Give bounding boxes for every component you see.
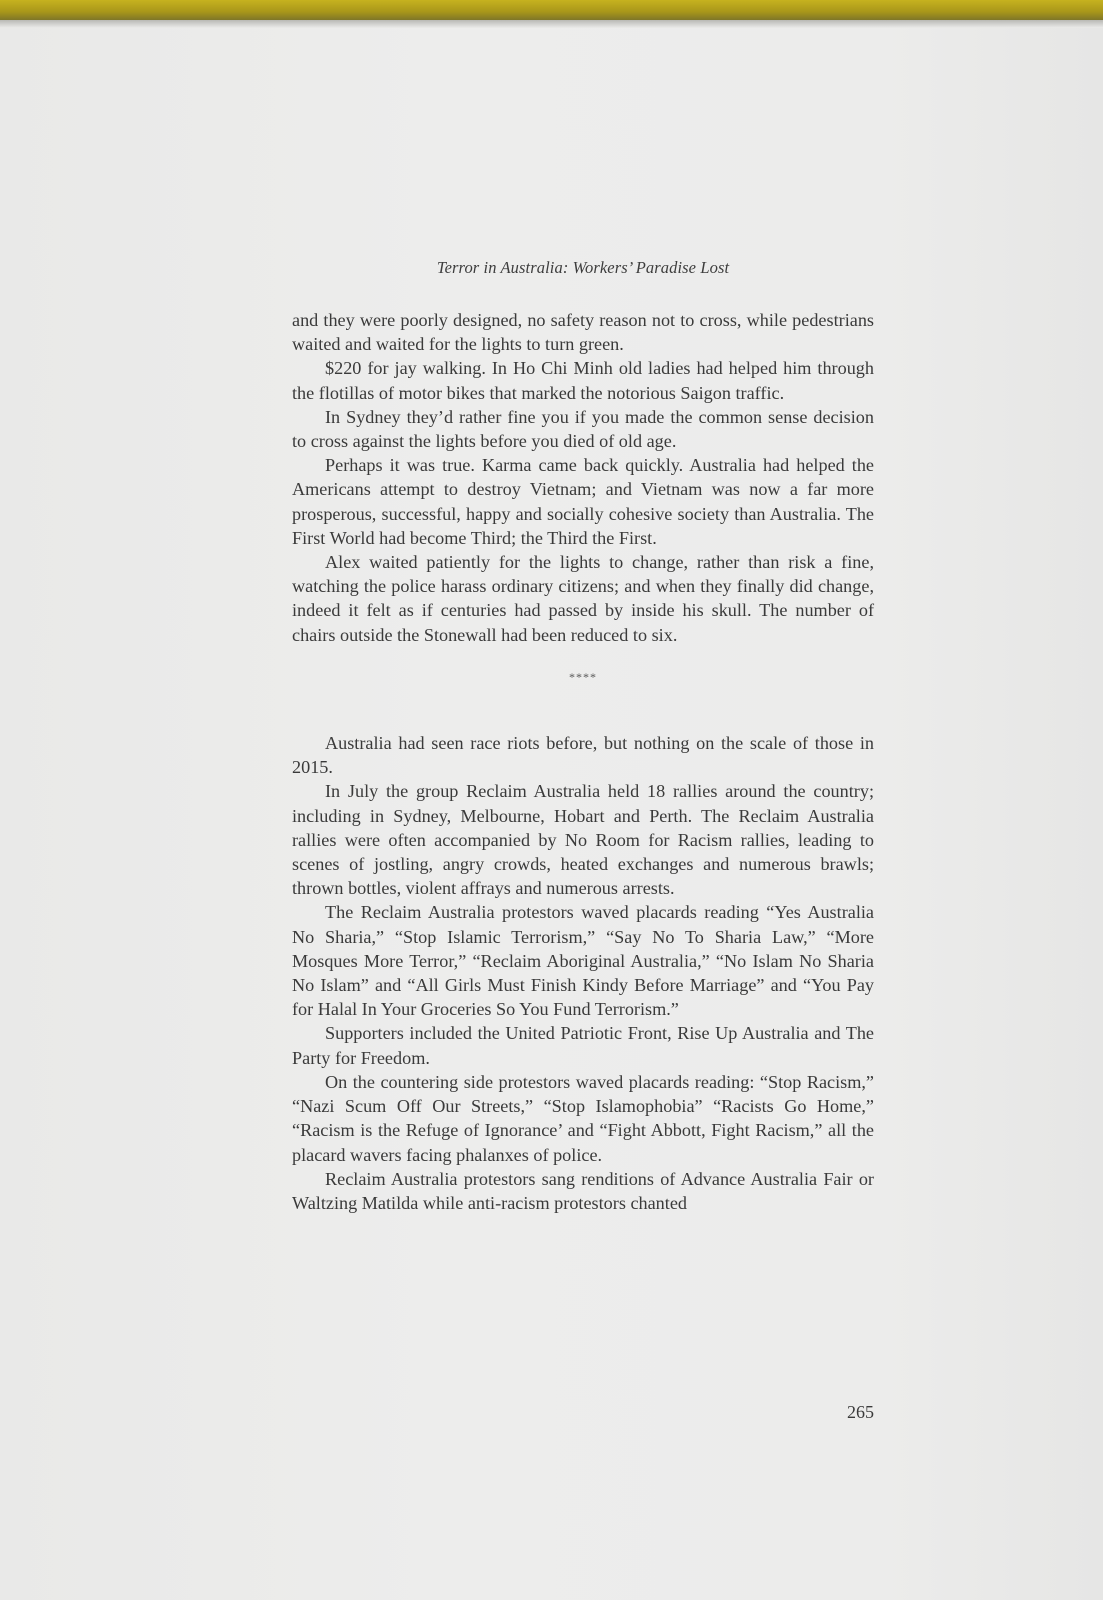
section-break: **** (569, 669, 597, 684)
page-number: 265 (847, 1402, 874, 1422)
paragraph: The Reclaim Australia protestors waved placards reading “Yes Australia No Sharia,” “Stop Islamic Terrorism,” “Say No To Sharia Law,” “More Mosques More Terror,” “Reclaim Aboriginal Australia,” “No Islam No Sharia No Islam” and “All Girls Must Finish Kindy Before Marriage” and “You Pay for Halal In Your Groceries So You Fund Terrorism.” (292, 902, 874, 1020)
paragraph: In July the group Reclaim Australia held 18 rallies around the country; including in Sydney, Melbourne, Hobart and Perth. The Reclaim Australia rallies were often accompanied by No Room for Racism rallies, leading to scenes of jostling, angry crowds, heated exchanges and numerous brawls; thrown bottles, violent affrays and numerous arrests. (292, 781, 874, 899)
body-text (292, 308, 874, 1215)
paragraph: and they were poorly designed, no safety reason not to cross, while pedestrians waited and waited for the lights to turn green. (292, 310, 874, 355)
paragraph: $220 for jay walking. In Ho Chi Minh old ladies had helped him through the flotillas of motor bikes that marked the notorious Saigon traffic. (292, 358, 874, 403)
paragraph: Australia had seen race riots before, but nothing on the scale of those in 2015. (292, 733, 874, 778)
scanner-edge-band (0, 0, 1103, 20)
paragraph: Reclaim Australia protestors sang renditions of Advance Australia Fair or Waltzing Matilda while anti-racism protestors chanted (292, 1168, 874, 1213)
scanner-edge-shadow (0, 20, 1103, 28)
running-head: Terror in Australia: Workers’ Paradise Lost (436, 258, 730, 277)
paragraph: Perhaps it was true. Karma came back quickly. Australia had helped the Americans attempt to destroy Vietnam; and Vietnam was now a far more prosperous, successful, happy and socially cohesive society than Australia. The First World had become Third; the Third the First. (292, 455, 874, 548)
paragraph: Supporters included the United Patriotic Front, Rise Up Australia and The Party for Freedom. (292, 1023, 874, 1068)
paragraph: In Sydney they’d rather fine you if you made the common sense decision to cross against the lights before you died of old age. (292, 406, 874, 452)
book-page (0, 28, 1103, 1600)
paragraph: On the countering side protestors waved placards reading: “Stop Racism,” “Nazi Scum Off Our Streets,” “Stop Islamophobia” “Racists Go Home,” “Racism is the Refuge of Ignorance’ and “Fight Abbott, Fight Racism,” all the placard wavers facing phalanxes of police. (292, 1071, 874, 1165)
paragraph: Alex waited patiently for the lights to change, rather than risk a fine, watching the police harass ordinary citizens; and when they finally did change, indeed it felt as if centuries had passed by inside his skull. The number of chairs outside the Stonewall had been reduced to six. (292, 552, 874, 645)
